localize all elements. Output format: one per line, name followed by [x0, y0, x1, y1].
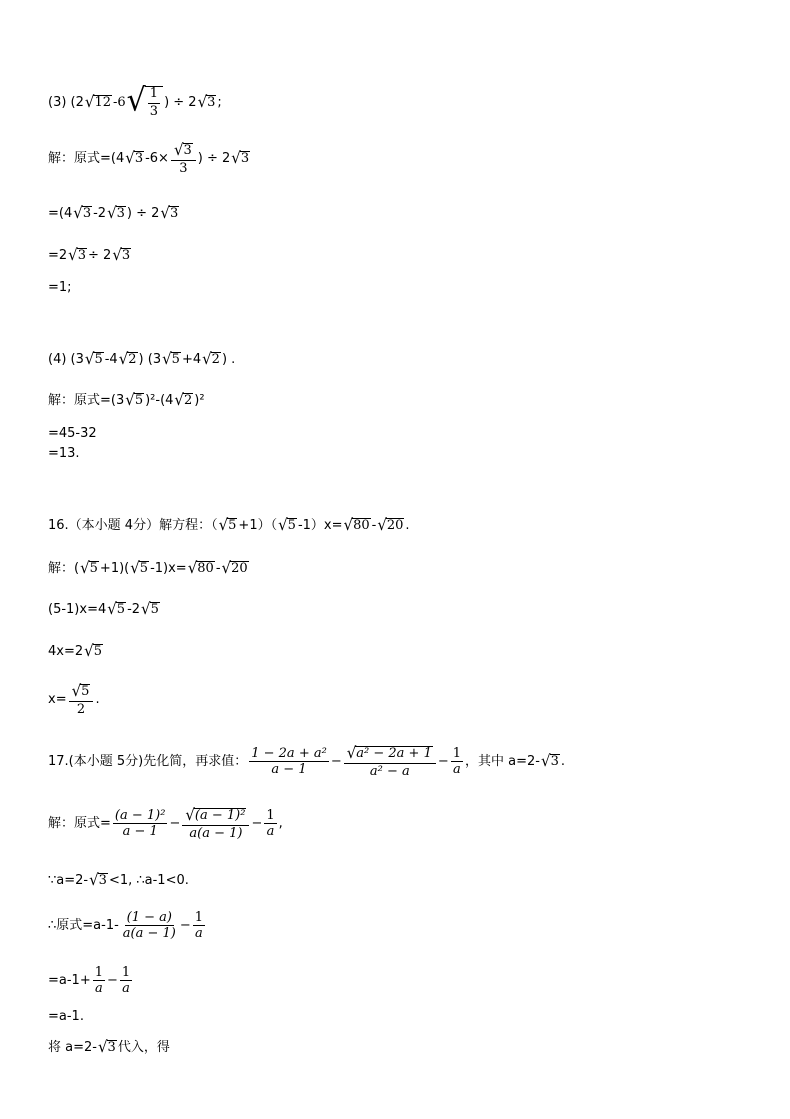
q16-solution-line-2: (5-1)x=4 √ 5 -2 √ 5 [48, 599, 159, 619]
q17-solution-line-6: 将 a=2- √ 3 代入，得 [48, 1037, 170, 1057]
q4-solution-line-1: 解：原式=(3 √ 5 )²-(4 √ 2 )² [48, 390, 205, 410]
q4-solution-line-3: =13. [48, 446, 80, 461]
sqrt5-over-2-fraction: √ 5 2 [69, 684, 94, 716]
q17-solution-line-5: =a-1. [48, 1009, 84, 1024]
q17-problem: 17.(本小题 5分)先化简，再求值： $\frac{\text{1 − 2a + a²}}{a - 1}$ − √ a² − 2a + 1 a² − a − $\frac{1}{a}$ ，其中 a=2- √ 3 . [48, 743, 565, 779]
q17-solution-line-3: ∴原式=a-1- $\frac{(1 - a)}{a(a - 1)}$ − $\frac{1}{a}$ [48, 910, 204, 941]
q17-solution-line-4: =a-1+ $\frac{1}{a}$ − $\frac{1}{a}$ [48, 965, 131, 996]
q4-solution-line-2: =45-32 [48, 426, 97, 441]
q3-solution-line-1: 解：原式=(4 √ 3 -6× √ 3 3 ) ÷ 2 √ 3 [48, 140, 250, 176]
q16-solution-line-3: 4x=2 √ 5 [48, 641, 102, 661]
sqrt3-over-3-fraction: √ 3 3 [171, 143, 196, 175]
q17-solution-line-2: ∵a=2- √ 3 <1, ∴a-1<0. [48, 870, 189, 890]
q17-solution-line-1: 解：原式= $\frac{\text{(a − 1)²}}{a - 1}$ − √ (a − 1)² a(a − 1) − $\frac{1}{a}$ , [48, 805, 283, 841]
sqrt-3: √ 3 [197, 92, 216, 112]
q16-solution-line-4: x= √ 5 2 . [48, 681, 100, 717]
q4-problem: (4) (3 √ 5 -4 √ 2 ) (3 √ 5 +4 √ 2 ) . [48, 349, 236, 369]
q16-solution-line-1: 解：( √ 5 +1)( √ 5 -1)x= √ 80 - √ 20 [48, 558, 248, 578]
q3-solution-line-4: =1; [48, 280, 72, 295]
sqrt-12: √ 12 [84, 92, 111, 112]
q16-problem: 16.（本小题 4分）解方程：（ √ 5 +1）（ √ 5 -1）x= √ 80 - √ 20 . [48, 515, 410, 535]
sqrt-one-third: √ $\frac{1}{3}$ [127, 86, 163, 120]
q3-solution-line-2: =(4 √ 3 -2 √ 3 ) ÷ 2 √ 3 [48, 203, 179, 223]
q3-solution-line-3: =2 √ 3 ÷ 2 √ 3 [48, 245, 131, 265]
q3-problem: (3) (2 √ 12 -6 √ $\frac{1}{3}$ ) ÷ 2 √ 3 ; [48, 82, 222, 119]
